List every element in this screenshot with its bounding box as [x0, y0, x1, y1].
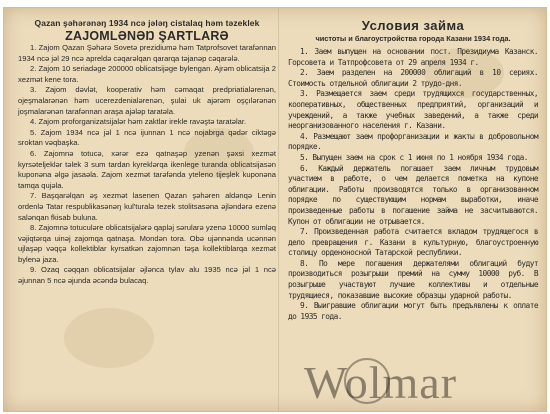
tatar-paragraph-9: 9. Ozaq cəqqan oblicatsijalar əjlənca tylav alu 1935 ncə jəl 1 ncə əjunnan 5 ncə əjunda əcəndə bulacaq.: [18, 265, 276, 286]
russian-paragraph-3: 3. Размещается заем среди трудящихся государственных, кооперативных, общественных предприятий, организаций и учреждений, а также учебных заведений, а также среди неорганизованного населения г. Казани.: [288, 89, 538, 131]
paper-stain: [64, 308, 154, 368]
tatar-paragraph-8: 8. Zajomnə totuculəre oblicatsijalərə qapləj sərularə yzenə 10000 sumləq vəjiqtərqa uinəj zajomqa qatnaşa. Mondən tora. Obə ujənnənda ucənnən ujlaşəp vəqçə kollektiblar kyrsatkən zajomnən təşa kollektiblarqa xezmət bylenə jaza.: [18, 223, 276, 264]
russian-paragraph-9: 9. Выигравшие облигации могут быть предъявлены к оплате до 1935 года.: [288, 301, 538, 321]
tatar-paragraph-6: 6. Zajomnə totucə, xərər ezə qatnaşəp yzenən şəxsi xezmət kyrsəteljeklər təlek 3 sum tardan kyreklərqa ikenlege turanda oblicatsijasən kuponəna əlgə jasaəla. Zajom xezmət tarəfənda yteleno tijeşlek kuponəna tamqa qujəla.: [18, 148, 276, 190]
russian-paragraph-7: 7. Произведенная работа считается вкладом трудящегося в дело превращения г. Казани в культурную, благоустроенную столицу орденоносной Татарской республики.: [288, 227, 538, 258]
tatar-paragraph-3: 3. Zajom dəvlət, kooperativ həm cəmaqat predpriatialərenən, ojeşmalarənən həm ucerezdenialərenən, şulai uk ajərəm oşçılərənən joşmalarənən tarafənnan araşa ajələp taratəla.: [18, 85, 276, 116]
tatar-column: [18, 18, 276, 287]
tatar-paragraph-1: 1. Zajom Qazan Şəhərə Sovetə prezidiumə həm Tatprofsovet tarafənnan 1934 ncə jəl 29 ncə apreldə cəqarəlqan qararqa təjanəp cəqarələ.: [18, 43, 276, 63]
russian-paragraph-5: 5. Выпущен заем на срок с 1 июня по 1 ноября 1934 года.: [300, 152, 528, 162]
russian-subtitle: чистоты и благоустройства города Казани 1934 года.: [315, 34, 511, 43]
russian-paragraph-1: 1. Заем выпущен на основании пост. Президиума Казанск. Горсовета и Татпрофсовета от 29 апреля 1934 г.: [288, 47, 538, 67]
tatar-header-line: Qazan şəhərənəŋ 1934 ncə jələŋ cistalaq həm təzeklek: [34, 18, 260, 28]
loan-certificate-back: [3, 7, 547, 412]
russian-paragraph-8: 8. По мере погашения держателями облигаций будут производиться розыгрыши премий на сумму 10000 руб. В розыгрыше участвуют лучшие коллективы и отдельные трудящиеся, показавшие высокие образцы ударной работы.: [288, 258, 538, 300]
russian-title: Условия займа: [361, 18, 465, 33]
tatar-paragraph-4: 4. Zajom proforganizatsijalər həm zaktlar irekle ravəştə taratəlar.: [30, 117, 247, 127]
russian-paragraph-6: 6. Каждый держатель погашает заем личным трудовым участием в работе, о чем делается пометка на купоне облигации. Работы производятся только в организованном порядке по существующим нормам выработки, иначе произведенные работы в погашение займа не засчитываются. Купон от облигации не отрывается.: [288, 163, 538, 226]
tatar-paragraph-2: 2. Zajom 10 seriadəge 200000 oblicatsijəge bylengan. Ajrəm oblicatsija 2 xezmət kene tora.: [18, 64, 276, 84]
tatar-title: ZAJOMLƏNƏŊ ŞARTLARƏ: [65, 29, 229, 43]
watermark: Wolmar: [304, 357, 458, 408]
russian-paragraph-2: 2. Заем разделен на 200000 облигаций в 10 сериях. Стоимость отдельной облигации 2 трудо-дня.: [288, 68, 538, 88]
tatar-paragraph-7: 7. Başqarəlqan əş xezmət lasenen Qazan şəhəren aldənqə Lenin ordenlə Tatar respublikasənəŋ kul'turalə tezek stolitsasəna əjləndərə ezenə salənqan fkisab buluna.: [18, 191, 276, 222]
tatar-paragraph-5: 5. Zajom 1934 ncə jəl 1 ncə ijunnan 1 ncə nojabrga qədər ciktəgə sroktan vəqbaşka.: [18, 127, 276, 148]
fold-line: [278, 8, 280, 411]
russian-column: [288, 18, 538, 322]
russian-paragraph-4: 4. Размещают заем профорганизации и жакты в добровольном порядке.: [288, 131, 538, 152]
